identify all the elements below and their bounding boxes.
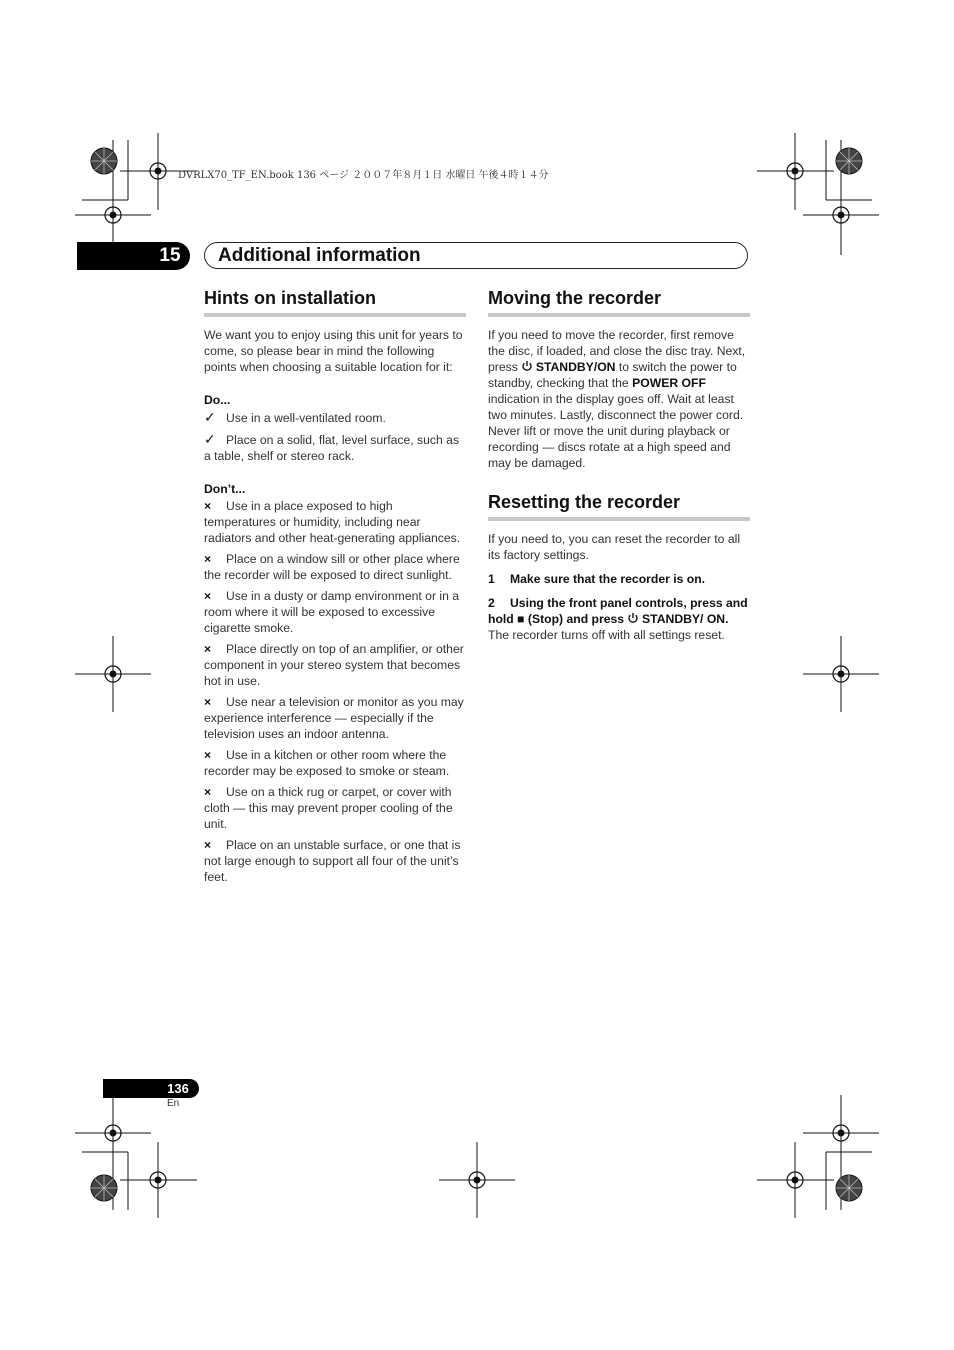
dont-label: Don’t... — [204, 482, 246, 496]
cross-icon: × — [204, 695, 212, 709]
print-header: DVRLX70_TF_EN.book 136 ページ ２００７年８月１日 水曜日 午後４時１４分 — [178, 170, 549, 181]
hints-intro: We want you to enjoy using this unit for years to come, so please bear in mind the following points when choosing a suitable location for it: — [204, 328, 463, 374]
moving-heading: Moving the recorder — [488, 286, 750, 317]
page-number: 136 — [167, 1081, 189, 1096]
hints-heading: Hints on installation — [204, 286, 466, 317]
check-icon: ✓ — [204, 431, 216, 447]
cross-icon: × — [204, 748, 212, 762]
right-column — [488, 286, 750, 643]
dont-item: × Use in a dusty or damp environment or in a room where it will be exposed to excessive cigarette smoke. — [204, 589, 460, 635]
cross-icon: × — [204, 552, 212, 566]
dont-item: × Place on a window sill or other place where the recorder will be exposed to direct sunlight. — [204, 552, 460, 582]
step-1: 1 Make sure that the recorder is on. — [488, 572, 706, 586]
dont-item: × Use near a television or monitor as you may experience interference — especially if the television uses an indoor antenna. — [204, 695, 464, 741]
cross-icon: × — [204, 589, 212, 603]
page-language: En — [167, 1098, 180, 1109]
dont-item: × Use in a place exposed to high temperatures or humidity, including near radiators and other heat-generating appliances. — [204, 499, 461, 545]
resetting-heading: Resetting the recorder — [488, 490, 750, 521]
resetting-result: The recorder turns off with all settings reset. — [488, 628, 725, 642]
do-label: Do... — [204, 393, 231, 407]
cross-icon: × — [204, 838, 212, 852]
check-icon: ✓ — [204, 409, 216, 425]
cross-icon: × — [204, 785, 212, 799]
dont-item: × Place on an unstable surface, or one that is not large enough to support all four of the unit’s feet. — [204, 838, 461, 884]
dont-item: × Use on a thick rug or carpet, or cover with cloth — this may prevent proper cooling of the unit. — [204, 785, 453, 831]
chapter-number: 15 — [159, 245, 181, 266]
stop-icon: ■ — [517, 612, 525, 626]
power-icon — [521, 360, 533, 372]
step-2: 2 Using the front panel controls, press and hold ■ (Stop) and press STANDBY/ ON. — [488, 596, 748, 626]
dont-item: × Place directly on top of an amplifier, or other component in your stereo system that becomes hot in use. — [204, 642, 464, 688]
cross-icon: × — [204, 499, 212, 513]
moving-text: If you need to move the recorder, first remove the disc, if loaded, and close the disc tray. Next, press STANDBY/ON to switch the power to standby, checking that the POWER OFF indication in the display goes off. Wait at least two minutes. Lastly, disconnect the power cord. Never lift or move the unit during playback or recording — discs rotate at a high speed and may be damaged. — [488, 328, 746, 470]
do-item: ✓ Use in a well-ventilated room. — [204, 409, 386, 425]
power-icon — [627, 612, 639, 624]
dont-item: × Use in a kitchen or other room where the recorder may be exposed to smoke or steam. — [204, 748, 450, 778]
hints-section — [204, 286, 466, 890]
resetting-intro: If you need to, you can reset the recorder to all its factory settings. — [488, 532, 741, 562]
cross-icon: × — [204, 642, 212, 656]
chapter-title: Additional information — [218, 245, 421, 266]
do-item: ✓ Place on a solid, flat, level surface, such as a table, shelf or stereo rack. — [204, 431, 460, 463]
